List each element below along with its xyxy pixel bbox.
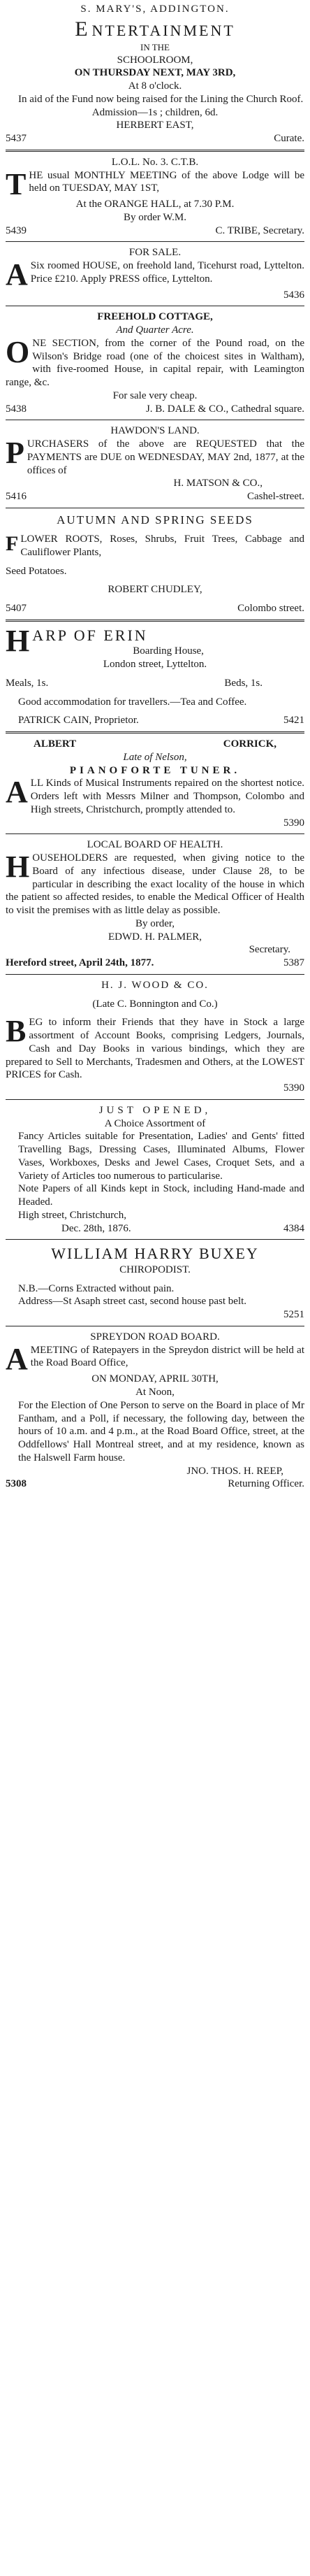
ad-subtitle: And Quarter Acre.: [116, 324, 194, 336]
ad-signer: PATRICK CAIN, Proprietor.: [18, 715, 139, 727]
ad-board-of-health: [6, 836, 304, 973]
drop-cap: F: [6, 532, 19, 556]
ad-line: At 8 o'clock.: [128, 80, 182, 92]
ad-name: ALBERT: [34, 738, 77, 750]
ad-role: Secretary.: [249, 944, 290, 956]
ad-title: SPREYDON ROAD BOARD.: [90, 1331, 220, 1343]
ad-title: HAWDON'S LAND.: [110, 425, 200, 437]
ad-body: Fancy Articles suitable for Presentation, Ladies' and Gents' fitted Travelling Bags, Dressing Cases, Illuminated Albums, Flower Vases, Workboxes, Desks and Jewel Cases, Croquet Sets, and a Variety of Articles too numerous to particularise.: [18, 1131, 304, 1182]
ad-line: ON THURSDAY NEXT, MAY 3RD,: [74, 67, 236, 79]
ad-just-opened: [6, 1101, 304, 1238]
divider: [6, 150, 304, 152]
ad-place: Hereford street, April 24th, 1877.: [6, 957, 154, 969]
ad-hj-wood: [6, 976, 304, 1098]
ad-body: URCHASERS of the above are REQUESTED that the PAYMENTS are DUE on WEDNESDAY, MAY 2nd, 1877, at the offices of: [27, 438, 304, 476]
ad-body: MEETING of Ratepayers in the Spreydon district will be held at the Road Board Office,: [30, 1344, 304, 1369]
ad-role: CHIROPODIST.: [119, 1264, 191, 1275]
ad-line: Admission—1s ; children, 6d.: [91, 106, 219, 118]
ad-seeds: [6, 510, 304, 618]
ad-signer: J. B. DALE & CO., Cathedral square.: [145, 403, 304, 415]
drop-cap: T: [6, 166, 27, 201]
ad-code: 5407: [6, 603, 27, 615]
ad-line: By order W.M.: [124, 211, 186, 223]
ad-code: 5390: [283, 1082, 304, 1094]
ad-signer: JNO. THOS. H. REEP,: [186, 1465, 283, 1477]
ad-signer: EDWD. H. PALMER,: [108, 931, 202, 943]
ad-line: London street, Lyttelton.: [103, 659, 207, 671]
ad-line: Seed Potatoes.: [6, 565, 67, 577]
ad-signer: ROBERT CHUDLEY,: [108, 584, 202, 596]
ad-title: JUST OPENED,: [98, 1104, 212, 1116]
divider: [6, 974, 304, 975]
ad-hawdons-land: [6, 422, 304, 506]
ad-code: 5421: [283, 715, 304, 727]
ad-body: EG to inform their Friends that they have in Stock a large assortment of Account Books, comprising Ledgers, Journals, Cash and Day Books in various bindings, which they are prepared to Sell to Merchants, Tradesmen and Others, at the LOWEST PRICES for Cash.: [6, 1017, 304, 1081]
ad-code: 5251: [283, 1309, 304, 1321]
ad-code: 5390: [283, 817, 304, 829]
drop-cap: B: [6, 1014, 27, 1049]
ad-trade: PIANOFORTE TUNER.: [69, 764, 241, 776]
ad-spreydon: [6, 1328, 304, 1494]
ad-code: 5387: [283, 957, 304, 969]
ad-harp-of-erin: [6, 623, 304, 730]
ad-for-sale: [6, 243, 304, 304]
ad-title: H. J. WOOD & CO.: [101, 979, 209, 991]
ad-place: High street, Christchurch,: [18, 1209, 126, 1221]
ad-body: In aid of the Fund now being raised for the Lining the Church Roof.: [18, 93, 304, 105]
ad-line: Late of Nelson,: [123, 751, 187, 763]
ad-name: WILLIAM HARRY BUXEY: [51, 1245, 259, 1263]
ad-role: Curate.: [274, 133, 304, 144]
drop-cap: H: [6, 623, 30, 658]
ad-code: 5439: [6, 224, 27, 236]
divider: [6, 1099, 304, 1100]
drop-cap: O: [6, 334, 30, 369]
drop-cap: H: [6, 850, 30, 885]
ad-line: SCHOOLROOM,: [117, 54, 193, 66]
ad-signer: C. TRIBE, Secretary.: [215, 224, 304, 236]
ad-headline: ENTERTAINMENT: [75, 17, 235, 41]
ad-line: By order,: [135, 917, 175, 929]
ad-body: LL Kinds of Musical Instruments repaired on the shortest notice. Orders left with Messrs Milner and Thompson, Colombo and High streets, Christchurch, promptly attended to.: [30, 778, 304, 815]
ad-code: 4384: [283, 1222, 304, 1234]
divider: [6, 241, 304, 242]
ad-line: At the ORANGE HALL, at 7.30 P.M.: [75, 199, 235, 210]
ad-buxey: [6, 1241, 304, 1324]
drop-cap: A: [6, 1341, 28, 1376]
ad-title: FREEHOLD COTTAGE,: [97, 311, 213, 323]
ad-title: FOR SALE.: [128, 247, 182, 259]
ad-body: Six roomed HOUSE, on freehold land, Ticehurst road, Lyttelton. Price £210. Apply PRESS office, Lyttelton.: [30, 260, 304, 285]
ad-code: 5438: [6, 403, 27, 415]
divider: [6, 620, 304, 622]
ad-title: L.O.L. No. 3. C.T.B.: [111, 156, 199, 168]
ad-line: Meals, 1s.: [6, 677, 49, 689]
ad-body: NE SECTION, from the corner of the Pound road, on the Wilson's Bridge road (one of the choicest sites in Waltham), with five-roomed House, in capital repair, with Leamington range, &c.: [6, 337, 304, 389]
ad-signer: HERBERT EAST,: [116, 120, 194, 131]
ad-line: IN THE: [140, 42, 170, 53]
ad-line: Boarding House,: [133, 645, 204, 657]
ad-line: For sale very cheap.: [112, 389, 198, 401]
ad-place: Cashel-street.: [246, 491, 304, 503]
ad-body: OUSEHOLDERS are requested, when giving notice to the Board of any infectious disease, under Clause 28, to be particular in describing the exact locality of the house in which the patient so affected resides, to enable the Medical Officer of Health to visit the premises with as little delay as possible.: [6, 852, 304, 917]
ad-body: For the Election of One Person to serve on the Board in place of Mr Fantham, and a Poll, if necessary, the following day, between the hours of 10 a.m. and 4 p.m., at the Road Board Office, street, at the Oddfellows' Hall Montreal street, and at my residence, known as the Halswell Farm house.: [18, 1399, 304, 1464]
ad-body: LOWER ROOTS, Roses, Shrubs, Fruit Trees, Cabbage and Cauliflower Plants,: [20, 534, 304, 558]
ad-corrick: [6, 735, 304, 832]
ad-date: ON MONDAY, APRIL 30TH,: [91, 1373, 219, 1385]
ad-place: Colombo street.: [237, 603, 304, 615]
ad-title: ARP OF ERIN: [32, 626, 148, 644]
ad-address: Address—St Asaph street cast, second house past belt.: [18, 1296, 247, 1308]
ad-body: Good accommodation for travellers.—Tea and Coffee.: [18, 696, 247, 708]
ad-freehold-cottage: [6, 308, 304, 418]
ad-name: CORRICK,: [223, 738, 276, 750]
ad-code: 5437: [6, 133, 27, 144]
ad-note: Note Papers of all Kinds kept in Stock, including Hand-made and Headed.: [18, 1183, 304, 1208]
ad-role: Returning Officer.: [228, 1478, 304, 1490]
drop-cap: P: [6, 436, 24, 471]
ad-subtitle: (Late C. Bonnington and Co.): [92, 998, 218, 1010]
ad-subtitle: A Choice Assortment of: [104, 1117, 206, 1129]
ad-line: Beds, 1s.: [224, 677, 263, 689]
ad-signer: H. MATSON & CO.,: [173, 478, 263, 489]
divider: [6, 1239, 304, 1240]
drop-cap: A: [6, 775, 28, 810]
ad-line: At Noon,: [135, 1387, 175, 1398]
ad-date: Dec. 28th, 1876.: [61, 1222, 131, 1234]
ad-line: N.B.—Corns Extracted without pain.: [18, 1282, 175, 1294]
divider: [6, 731, 304, 734]
ad-code: 5436: [283, 289, 304, 301]
drop-cap: A: [6, 257, 28, 292]
ad-code: 5308: [6, 1478, 27, 1490]
ad-title: S. MARY'S, ADDINGTON.: [80, 3, 230, 15]
ad-lol: [6, 153, 304, 241]
ad-title: AUTUMN AND SPRING SEEDS: [57, 513, 253, 527]
ad-st-marys: [6, 0, 304, 148]
ad-code: 5416: [6, 491, 27, 503]
ad-body: HE usual MONTHLY MEETING of the above Lodge will be held on TUESDAY, MAY 1ST,: [29, 169, 304, 194]
divider: [6, 833, 304, 834]
ad-title: LOCAL BOARD OF HEALTH.: [87, 839, 223, 851]
